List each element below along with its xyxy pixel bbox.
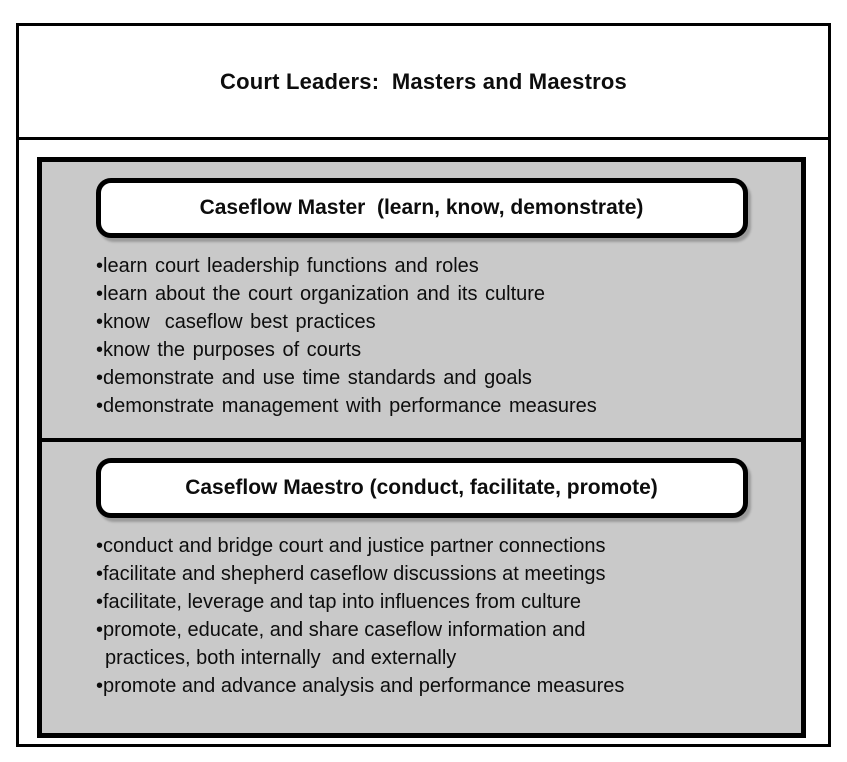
caseflow-maestro-header: [96, 458, 748, 518]
bullet-line: •know caseflow best practices: [96, 311, 376, 333]
caseflow-maestro-header-label: Caseflow Maestro (conduct, facilitate, promote): [185, 476, 658, 499]
caseflow-master-header-label: Caseflow Master (learn, know, demonstrate): [199, 196, 644, 219]
caseflow-maestro-bullet-list: [96, 532, 791, 700]
bullet-line: •promote, educate, and share caseflow information and: [96, 619, 586, 641]
caseflow-master-bullet-list: [96, 252, 791, 420]
bullet-line: •conduct and bridge court and justice partner connections: [96, 535, 606, 557]
outer-frame: [16, 23, 831, 747]
bullet-line: •learn court leadership functions and roles: [96, 255, 479, 277]
panel-caseflow-maestro: [42, 458, 801, 733]
bullet-line: •demonstrate and use time standards and goals: [96, 367, 532, 389]
panel-stack: [37, 157, 806, 738]
bullet-line: •know the purposes of courts: [96, 339, 362, 361]
bullet-line-continuation: practices, both internally and externally: [105, 647, 457, 669]
body-area: [19, 140, 828, 741]
bullet-line: •promote and advance analysis and performance measures: [96, 675, 625, 697]
bullet-line: •facilitate and shepherd caseflow discussions at meetings: [96, 563, 606, 585]
panel-caseflow-master: [42, 178, 801, 442]
slide-title: Court Leaders: Masters and Maestros: [220, 68, 627, 94]
title-band: [19, 26, 828, 140]
bullet-line: •learn about the court organization and its culture: [96, 283, 546, 305]
bullet-line: •demonstrate management with performance measures: [96, 395, 597, 417]
caseflow-master-header: [96, 178, 748, 238]
bullet-line: •facilitate, leverage and tap into influences from culture: [96, 591, 582, 613]
